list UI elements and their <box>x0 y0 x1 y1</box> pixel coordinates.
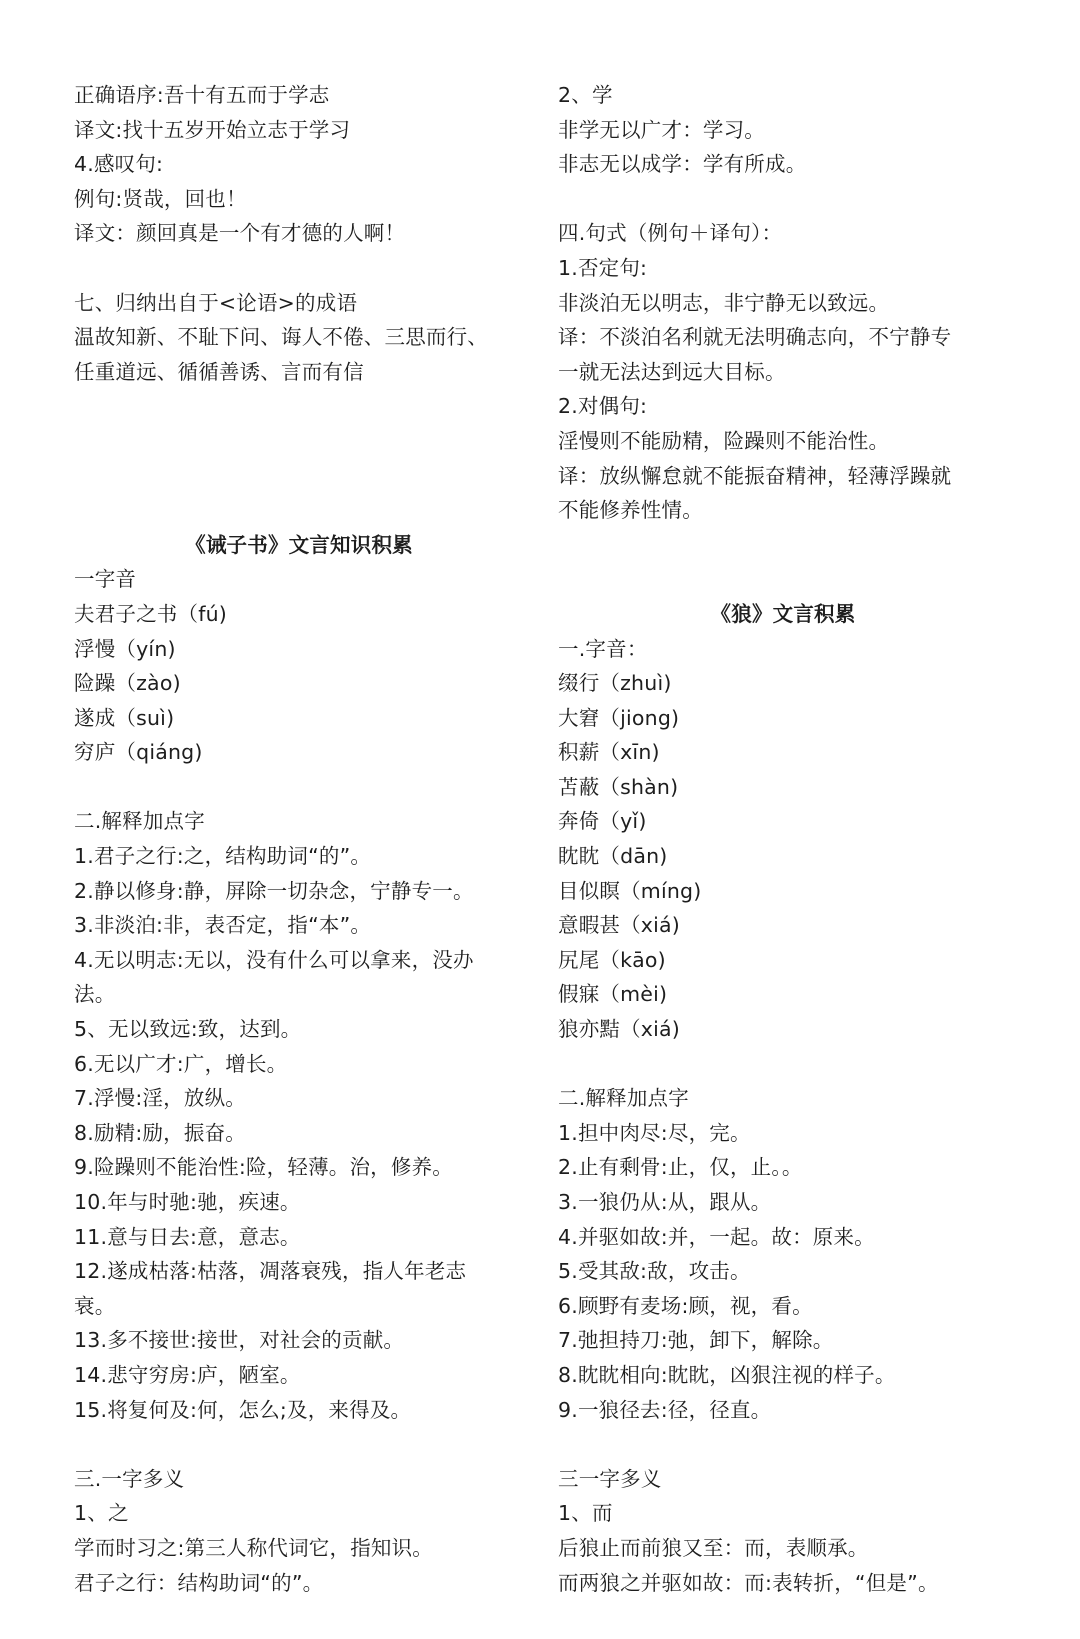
left-text-line: 温故知新、不耻下问、诲人不倦、三思而行、 <box>74 325 488 350</box>
left-text-line: 10.年与时驰:驰，疾速。 <box>74 1190 301 1214</box>
right-text-line: 一就无法达到远大目标。 <box>558 359 786 384</box>
left-text-line: 七、归纳出自于<论语>的成语 <box>74 290 358 315</box>
right-text-line: 一.字音： <box>558 636 648 661</box>
right-text-line: 3.一狼仍从:从，跟从。 <box>558 1190 772 1214</box>
left-text-line: 2.静以修身:静，屏除一切杂念，宁静专一。 <box>74 878 474 903</box>
right-text-line: 非志无以成学：学有所成。 <box>558 152 807 177</box>
right-text-line: 译：不淡泊名利就无法明确志向，不宁静专 <box>558 325 952 350</box>
right-text-line: 大窘（jiong) <box>558 705 680 730</box>
left-spacer <box>74 459 524 494</box>
left-spacer <box>74 493 524 528</box>
left-text-line: 4.无以明志:无以，没有什么可以拿来，没办 <box>74 947 474 972</box>
right-text-line: 奔倚（yǐ) <box>558 809 647 834</box>
left-text-line: 君子之行：结构助词“的”。 <box>74 1570 324 1595</box>
left-text-line: 穷庐（qiáng) <box>74 740 203 765</box>
left-spacer <box>74 1427 524 1462</box>
right-text-line: 6.顾野有麦场:顾，视，看。 <box>558 1293 813 1318</box>
right-text-line: 目似瞑（míng) <box>558 878 702 903</box>
left-text-line: 学而时习之:第三人称代词它，指知识。 <box>74 1535 434 1560</box>
right-text-line: 淫慢则不能励精，险躁则不能治性。 <box>558 428 890 453</box>
right-text-line: 4.并驱如故:并，一起。故：原来。 <box>558 1224 875 1249</box>
left-text-line: 例句:贤哉，回也！ <box>74 186 247 211</box>
left-text-line: 夫君子之书（fú) <box>74 601 228 626</box>
right-column <box>558 78 1008 1600</box>
left-spacer <box>74 251 524 286</box>
left-text-line: 4.感叹句: <box>74 152 164 177</box>
right-text-line: 缀行（zhuì) <box>558 671 672 696</box>
left-spacer <box>74 770 524 805</box>
right-text-line: 译：放纵懈怠就不能振奋精神，轻薄浮躁就 <box>558 463 952 488</box>
left-text-line: 险躁（zào) <box>74 671 181 696</box>
right-section-heading: 《狼》文言积累 <box>710 601 856 626</box>
right-text-line: 二.解释加点字 <box>558 1086 689 1111</box>
right-text-line: 7.弛担持刀:弛，卸下，解除。 <box>558 1328 834 1353</box>
left-text-line: 遂成（suì) <box>74 705 175 730</box>
right-text-line: 狼亦黠（xiá) <box>558 1017 680 1042</box>
left-text-line: 二.解释加点字 <box>74 809 205 834</box>
left-text-line: 11.意与日去:意，意志。 <box>74 1224 301 1249</box>
left-text-line: 8.励精:励，振奋。 <box>74 1120 246 1145</box>
right-text-line: 后狼止而前狼又至：而，表顺承。 <box>558 1535 869 1560</box>
left-text-line: 1.君子之行:之，结构助词“的”。 <box>74 844 372 869</box>
right-text-line: 假寐（mèi) <box>558 982 668 1007</box>
right-spacer <box>558 562 1008 597</box>
right-text-line: 积薪（xīn) <box>558 740 660 765</box>
left-text-line: 7.浮慢:淫，放纵。 <box>74 1086 246 1111</box>
right-spacer <box>558 528 1008 563</box>
right-text-line: 非淡泊无以明志，非宁静无以致远。 <box>558 290 890 315</box>
left-text-line: 译文:找十五岁开始立志于学习 <box>74 117 351 142</box>
left-text-line: 一字音 <box>74 567 137 592</box>
right-text-line: 眈眈（dān) <box>558 844 668 869</box>
left-text-line: 5、无以致远:致，达到。 <box>74 1017 302 1042</box>
left-text-line: 浮慢（yín) <box>74 636 176 661</box>
left-text-line: 9.险躁则不能治性:险，轻薄。治，修养。 <box>74 1155 453 1180</box>
right-text-line: 而两狼之并驱如故：而:表转折，“但是”。 <box>558 1570 939 1595</box>
left-column <box>74 78 524 1600</box>
right-text-line: 1、而 <box>558 1501 613 1526</box>
left-text-line: 1、之 <box>74 1501 129 1526</box>
right-text-line: 1.担中肉尽:尽，完。 <box>558 1120 751 1145</box>
right-text-line: 不能修养性情。 <box>558 498 703 523</box>
right-text-line: 1.否定句: <box>558 255 648 280</box>
right-spacer <box>558 182 1008 217</box>
right-text-line: 苫蔽（shàn) <box>558 774 679 799</box>
left-spacer <box>74 424 524 459</box>
right-text-line: 2、学 <box>558 83 613 107</box>
left-text-line: 法。 <box>74 982 116 1007</box>
left-text-line: 15.将复何及:何，怎么;及，来得及。 <box>74 1397 412 1422</box>
left-text-line: 13.多不接世:接世，对社会的贡献。 <box>74 1328 405 1353</box>
left-text-line: 任重道远、循循善诱、言而有信 <box>74 359 364 384</box>
right-spacer <box>558 1427 1008 1462</box>
right-spacer <box>558 1047 1008 1082</box>
right-text-line: 2.对偶句: <box>558 394 648 419</box>
right-text-line: 三一字多义 <box>558 1466 662 1491</box>
right-text-line: 意暇甚（xiá) <box>558 913 680 938</box>
right-text-line: 9.一狼径去:径，径直。 <box>558 1397 772 1422</box>
left-text-line: 6.无以广才:广，增长。 <box>74 1051 288 1076</box>
right-text-line: 5.受其敌:敌，攻击。 <box>558 1259 751 1284</box>
left-text-line: 正确语序:吾十有五而于学志 <box>74 83 330 107</box>
right-text-line: 2.止有剩骨:止，仅，止。。 <box>558 1155 803 1180</box>
right-text-line: 尻尾（kāo) <box>558 947 666 972</box>
left-text-line: 三.一字多义 <box>74 1466 185 1491</box>
left-text-line: 3.非淡泊:非，表否定，指“本”。 <box>74 913 372 938</box>
left-text-line: 14.悲守穷房:庐，陋室。 <box>74 1362 301 1387</box>
left-text-line: 译文：颜回真是一个有才德的人啊！ <box>74 221 406 246</box>
left-spacer <box>74 389 524 424</box>
right-text-line: 四.句式（例句＋译句）： <box>558 221 783 246</box>
right-text-line: 非学无以广才：学习。 <box>558 117 765 142</box>
left-text-line: 12.遂成枯落:枯落，凋落衰残，指人年老志 <box>74 1259 467 1284</box>
right-text-line: 8.眈眈相向:眈眈，凶狠注视的样子。 <box>558 1362 896 1387</box>
left-text-line: 衰。 <box>74 1293 116 1318</box>
left-section-heading: 《诫子书》文言知识积累 <box>185 532 413 557</box>
